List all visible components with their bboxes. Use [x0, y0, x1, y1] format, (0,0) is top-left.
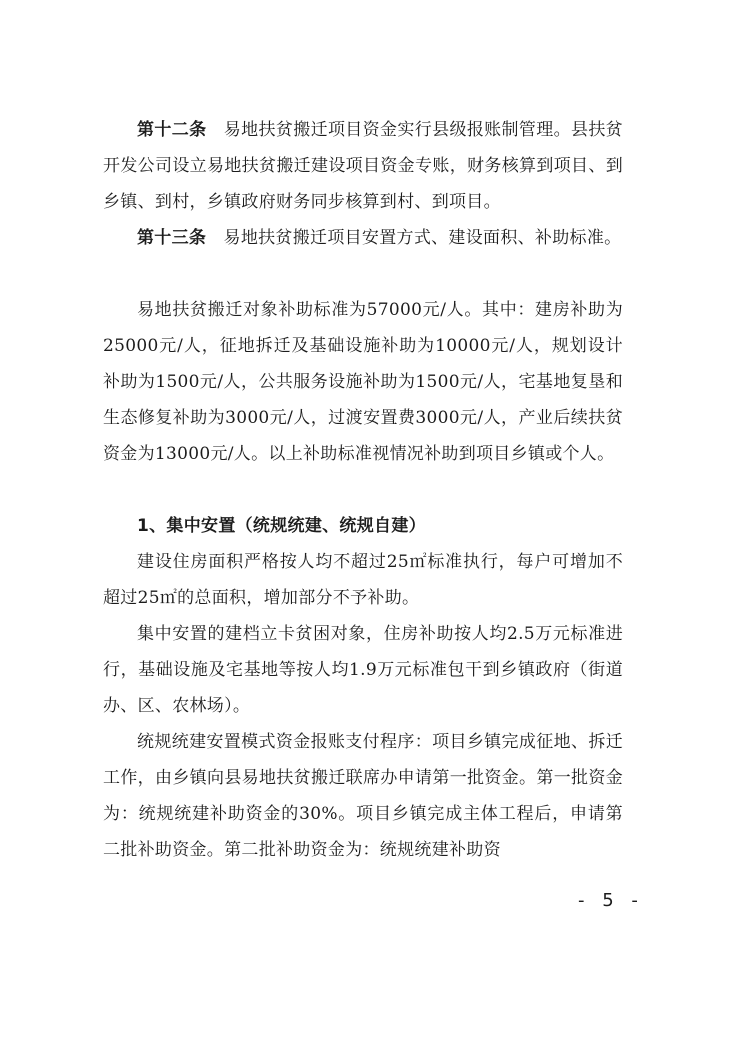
payment-procedure-paragraph: 统规统建安置模式资金报账支付程序：项目乡镇完成征地、拆迁工作，由乡镇向县易地扶贫搬迁联席办申请第一批资金。第一批资金为：统规统建补助资金的30%。项目乡镇完成主体工程后，申请第二批补助资金。第二批补助资金为：统规统建补助资 [103, 732, 623, 860]
article-13-heading: 第十三条 [137, 228, 207, 248]
housing-area-paragraph: 建设住房面积严格按人均不超过25㎡标准执行，每户可增加不超过25㎡的总面积，增加部分不予补助。 [103, 552, 623, 608]
article-13-paragraph [103, 220, 623, 256]
page-number: - 5 - [578, 890, 644, 911]
subsidy-standard-paragraph: 易地扶贫搬迁对象补助标准为57000元/人。其中：建房补助为25000元/人，征地拆迁及基础设施补助为10000元/人，规划设计补助为1500元/人，公共服务设施补助为1500元/人，宅基地复垦和生态修复补助为3000元/人，过渡安置费3000元/人，产业后续扶贫资金为13000元/人。以上补助标准视情况补助到项目乡镇或个人。 [103, 300, 623, 464]
article-12-heading: 第十二条 [137, 120, 207, 140]
article-12-paragraph [103, 112, 623, 220]
article-13-text: 易地扶贫搬迁项目安置方式、建设面积、补助标准。 [223, 228, 622, 248]
section-1-heading: 1、集中安置（统规统建、统规自建） [137, 516, 426, 536]
article-12-text: 易地扶贫搬迁项目资金实行县级报账制管理。县扶贫开发公司设立易地扶贫搬迁建设项目资金专账，财务核算到项目、到乡镇、到村，乡镇政府财务同步核算到村、到项目。 [103, 120, 623, 212]
central-resettlement-paragraph: 集中安置的建档立卡贫困对象，住房补助按人均2.5万元标准进行，基础设施及宅基地等按人均1.9万元标准包干到乡镇政府（街道办、区、农林场）。 [103, 624, 623, 716]
